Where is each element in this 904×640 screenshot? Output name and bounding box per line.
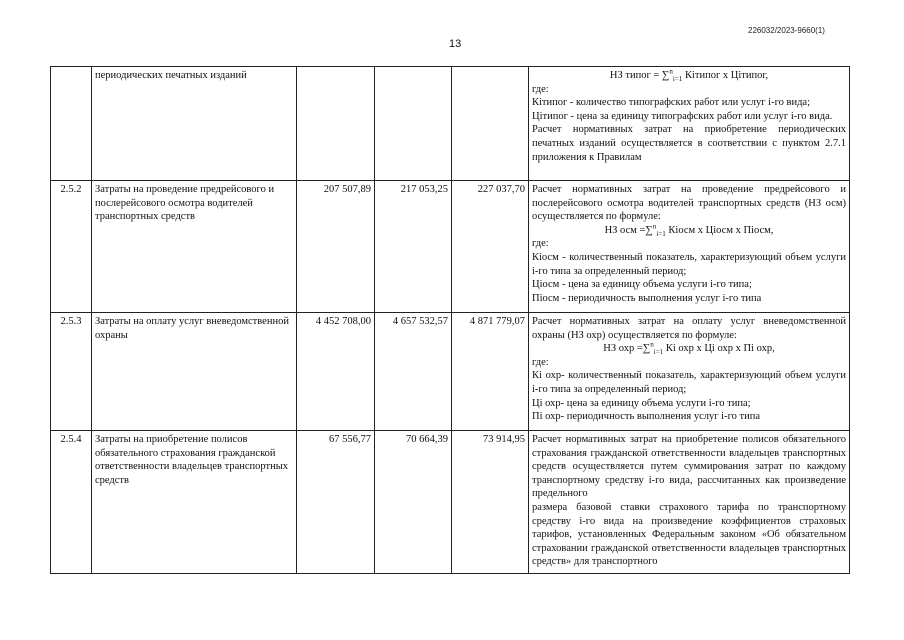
description-line: Цi охр- цена за единицу объема услуги i-го типа; xyxy=(532,397,751,409)
description-line: где: xyxy=(532,83,549,95)
value-year-1: 67 556,77 xyxy=(297,431,375,574)
page-number: 13 xyxy=(449,38,462,50)
row-description xyxy=(529,67,850,181)
description-intro: Расчет нормативных затрат на оплату услуг вневедомственной охраны (НЗ охр) осуществляется по формуле: xyxy=(532,316,846,341)
table-row xyxy=(51,431,850,574)
value-year-2: 217 053,25 xyxy=(375,181,452,313)
table-row xyxy=(51,67,850,181)
value-year-1 xyxy=(297,67,375,181)
value-year-2: 70 664,39 xyxy=(375,431,452,574)
description-paragraph: размера базовой ставки страхового тарифа по транспортному средству i-го вида на произведение коэффициентов страховых тарифов, установленных Федеральным законом «Об обязательном страховании гражданской ответственности владельцев транспортных средств» для транспортного xyxy=(532,501,846,568)
description-line: Расчет нормативных затрат на приобретение периодических печатных изданий осуществляется в соответствии с пунктом 2.7.1 приложения к Правилам xyxy=(532,124,846,163)
description-line: Цiтипог - цена за единицу типографских работ или услуг i-го вида. xyxy=(532,110,833,122)
table-row xyxy=(51,181,850,313)
description-line: где: xyxy=(532,356,549,368)
row-description xyxy=(529,431,850,574)
formula: НЗ охр =∑$^n_{i=1}$ Кi охр х Цi охр х Пi охр, xyxy=(603,340,775,357)
description-line: где: xyxy=(532,238,549,250)
description-line: Цiосм - цена за единицу объема услуги i-го типа; xyxy=(532,279,752,291)
table-row xyxy=(51,313,850,431)
formula: НЗ типог = ∑$^n_{i=1}$ Кiтипог х Цiтипог, xyxy=(609,67,769,84)
row-number xyxy=(51,67,92,181)
description-line: Пi охр- периодичность выполнения услуг i-го типа xyxy=(532,411,760,423)
row-name: Затраты на приобретение полисов обязательного страхования гражданской ответственности владельцев транспортных средств xyxy=(92,431,297,574)
row-number: 2.5.4 xyxy=(51,431,92,574)
description-line: Пiосм - периодичность выполнения услуг i-го типа xyxy=(532,292,762,304)
document-id: 226032/2023-9660(1) xyxy=(748,26,825,35)
cost-table xyxy=(50,66,850,574)
description-line: Кiтипог - количество типографских работ или услуг i-го вида; xyxy=(532,97,810,109)
row-name: Затраты на оплату услуг вневедомственной охраны xyxy=(92,313,297,431)
description-paragraph: Расчет нормативных затрат на приобретение полисов обязательного страхования гражданской ответственности владельцев транспортных средств осуществляется путем суммирования затрат по каждому транспортному средству i-го вида, рассчитанных как произведение предельного xyxy=(532,434,846,500)
description-line: Кi охр- количественный показатель, характеризующий объем услуги i-го типа за определенный период; xyxy=(532,370,846,395)
row-name: Затраты на проведение предрейсового и послерейсового осмотра водителей транспортных средств xyxy=(92,181,297,313)
value-year-1: 207 507,89 xyxy=(297,181,375,313)
value-year-3: 4 871 779,07 xyxy=(452,313,529,431)
value-year-3: 227 037,70 xyxy=(452,181,529,313)
row-description xyxy=(529,313,850,431)
formula: НЗ осм =∑$^n_{i=1}$ Кiосм х Цiосм х Пiосм, xyxy=(604,222,774,238)
row-name: периодических печатных изданий xyxy=(92,67,297,181)
description-line: Кiосм - количественный показатель, характеризующий объем услуги i-го типа за определенный период; xyxy=(532,251,846,277)
value-year-3: 73 914,95 xyxy=(452,431,529,574)
row-number: 2.5.2 xyxy=(51,181,92,313)
value-year-1: 4 452 708,00 xyxy=(297,313,375,431)
value-year-2 xyxy=(375,67,452,181)
description-intro: Расчет нормативных затрат на проведение предрейсового и послерейсового осмотра водителей транспортных средств (НЗ осм) осуществляется по формуле: xyxy=(532,184,846,223)
value-year-2: 4 657 532,57 xyxy=(375,313,452,431)
row-description xyxy=(529,181,850,313)
value-year-3 xyxy=(452,67,529,181)
row-number: 2.5.3 xyxy=(51,313,92,431)
